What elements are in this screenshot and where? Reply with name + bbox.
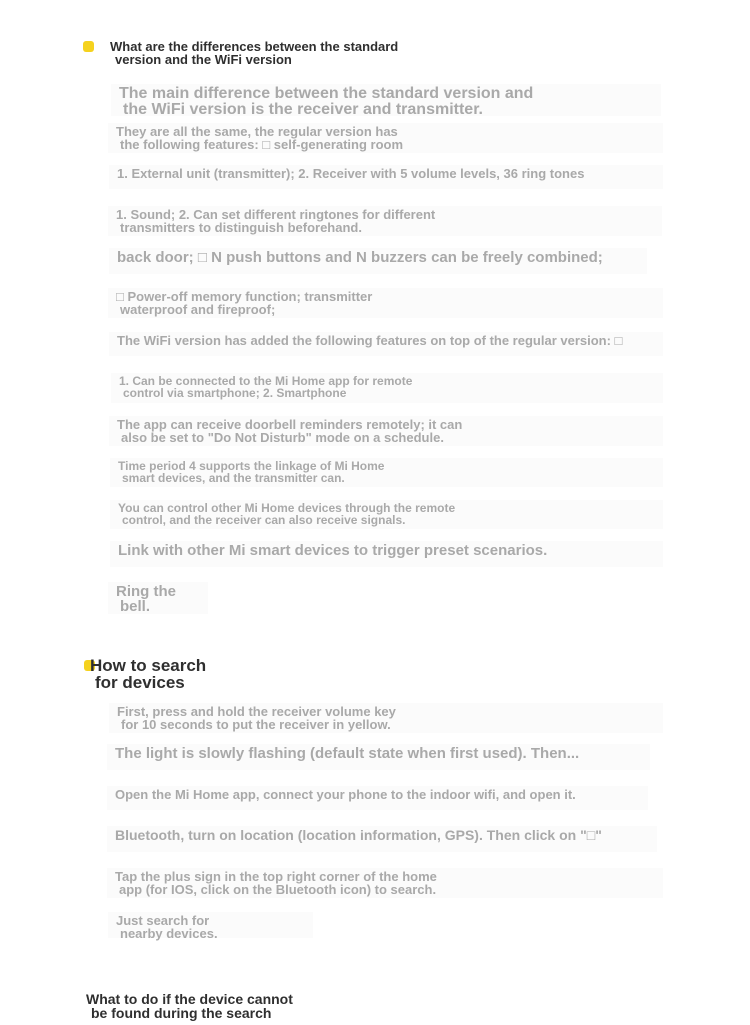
paragraph-line: Link with other Mi smart devices to trigger preset scenarios.	[118, 542, 548, 559]
paragraph-line: The WiFi version has added the following features on top of the regular version: □	[117, 333, 623, 348]
paragraph	[107, 826, 657, 852]
paragraph-line: 1. Can be connected to the Mi Home app for remote	[119, 374, 413, 388]
section-title-line: How to search	[90, 656, 207, 675]
paragraph	[108, 912, 313, 941]
section-title	[90, 657, 206, 691]
paragraph-line: app (for IOS, click on the Bluetooth icon) to search.	[119, 882, 437, 897]
paragraph	[107, 786, 648, 810]
paragraph-line: 1. External unit (transmitter); 2. Receiver with 5 volume levels, 36 ring tones	[117, 166, 585, 181]
paragraph	[108, 288, 663, 318]
paragraph-line: control via smartphone; 2. Smartphone	[123, 386, 347, 400]
paragraph-line: The app can receive doorbell reminders remotely; it can	[117, 417, 463, 432]
paragraph-line: for 10 seconds to put the receiver in yellow.	[121, 717, 391, 732]
paragraph-line: the WiFi version is the receiver and transmitter.	[123, 101, 483, 118]
paragraph-line: Ring the	[116, 583, 176, 600]
paragraph-line: nearby devices.	[120, 926, 218, 941]
paragraph	[108, 123, 663, 153]
paragraph-line: The main difference between the standard version and	[119, 85, 534, 102]
paragraph	[109, 703, 663, 733]
section-title-line: What to do if the device cannot	[86, 991, 293, 1007]
paragraph	[109, 416, 663, 446]
paragraph-line: 1. Sound; 2. Can set different ringtones for different	[116, 207, 436, 222]
paragraph	[107, 868, 663, 898]
section-title-line: be found during the search	[91, 1005, 272, 1021]
paragraph-line: control, and the receiver can also receive signals.	[122, 513, 406, 527]
section-title-line: version and the WiFi version	[115, 52, 292, 67]
paragraph-line: □ Power-off memory function; transmitter	[116, 289, 373, 304]
paragraph	[110, 500, 663, 529]
paragraph	[108, 582, 208, 614]
paragraph-line: Just search for	[116, 913, 210, 928]
paragraph	[110, 458, 663, 487]
paragraph	[109, 248, 647, 274]
section-title-line: What are the differences between the standard	[110, 39, 399, 54]
paragraph-line: Tap the plus sign in the top right corner of the home	[115, 869, 437, 884]
paragraph-line: back door; □ N push buttons and N buzzers can be freely combined;	[117, 249, 603, 266]
paragraph-line: You can control other Mi Home devices through the remote	[118, 501, 456, 515]
bullet-icon	[83, 41, 94, 52]
paragraph	[109, 332, 663, 356]
paragraph	[110, 541, 663, 567]
paragraph	[109, 165, 663, 189]
section-title	[86, 992, 293, 1020]
paragraph-line: First, press and hold the receiver volume key	[117, 704, 396, 719]
paragraph-line: bell.	[120, 598, 151, 615]
paragraph-line: smart devices, and the transmitter can.	[122, 471, 345, 485]
paragraph-line: Open the Mi Home app, connect your phone to the indoor wifi, and open it.	[115, 787, 576, 802]
paragraph	[107, 744, 650, 770]
section-title-line: for devices	[95, 673, 185, 692]
paragraph-line: transmitters to distinguish beforehand.	[120, 220, 362, 235]
paragraph	[111, 84, 661, 116]
paragraph-line: The light is slowly flashing (default state when first used). Then...	[115, 745, 580, 762]
paragraph	[111, 373, 663, 403]
paragraph-line: Time period 4 supports the linkage of Mi Home	[118, 459, 385, 473]
paragraph-line: They are all the same, the regular version has	[116, 124, 398, 139]
paragraph	[108, 206, 662, 236]
paragraph-line: waterproof and fireproof;	[120, 302, 276, 317]
paragraph-line: also be set to "Do Not Disturb" mode on a schedule.	[121, 430, 444, 445]
section-title	[110, 40, 398, 66]
paragraph-line: the following features: □ self-generating room	[120, 137, 404, 152]
paragraph-line: Bluetooth, turn on location (location information, GPS). Then click on "□"	[115, 827, 602, 843]
